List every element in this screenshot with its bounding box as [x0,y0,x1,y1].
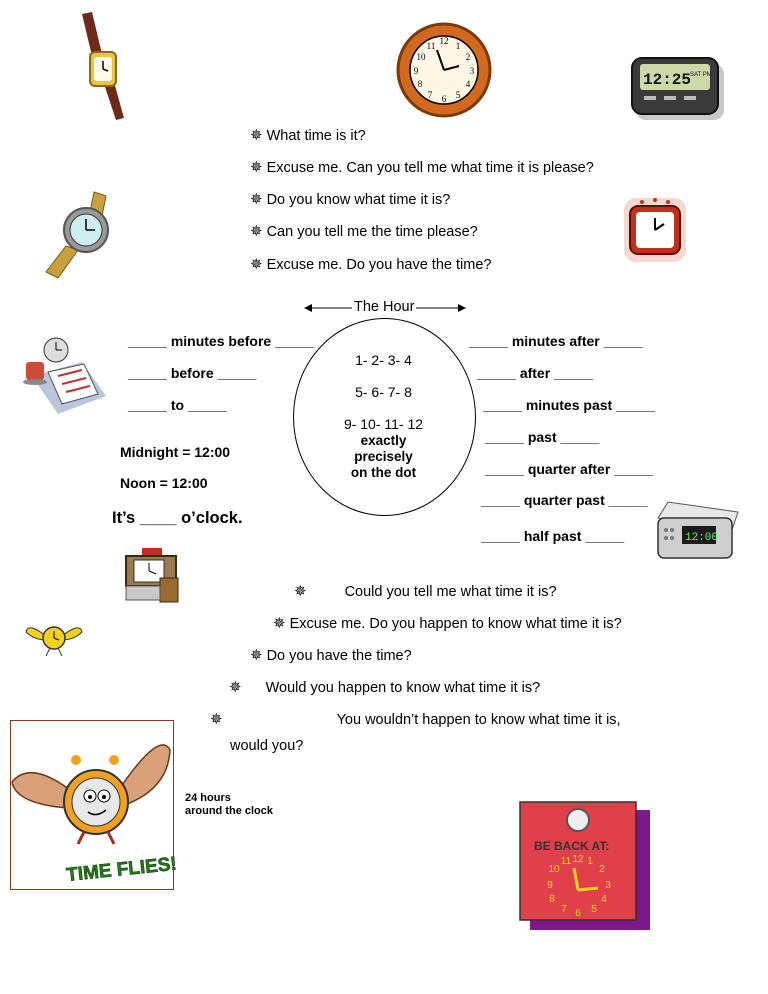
question-8: ✵ Do you have the time? [250,647,412,664]
svg-text:12: 12 [572,854,584,865]
caption-line-2: around the clock [185,805,274,817]
phrase-quarter-past: _____ quarter past _____ [481,492,648,508]
phrase-to: _____ to _____ [128,397,227,413]
punch-clock-icon [124,548,180,602]
red-alarm-clock-icon [622,194,688,264]
phrase-quarter-after: _____ quarter after _____ [485,461,654,477]
be-back-sign-icon [516,798,656,938]
svg-text:2: 2 [465,52,471,62]
bullet-icon: ✵ [294,583,307,600]
svg-text:6: 6 [441,94,447,104]
gold-watch-icon [44,190,114,280]
svg-text:6: 6 [575,908,581,919]
question-1: ✵ What time is it? [250,127,366,144]
wall-clock-icon [396,22,492,118]
phrase-minutes-before: _____ minutes before _____ [128,333,314,349]
digital-clock-badge: SAT PM [690,72,712,78]
digital-clock-display: 12:25 [643,71,692,89]
midnight-label: Midnight = 12:00 [120,444,231,460]
circle-line-3: 9- 10- 11- 12 [343,416,424,432]
svg-text:11: 11 [426,41,436,51]
bullet-icon: ✵ [250,127,263,144]
svg-text:5: 5 [455,90,461,100]
bullet-icon: ✵ [250,223,263,240]
svg-text:11: 11 [560,856,572,867]
svg-text:7: 7 [427,90,433,100]
wristwatch-icon [78,10,128,120]
circle-line-5: precisely [354,449,413,464]
svg-text:9: 9 [413,66,419,76]
bullet-icon: ✵ [210,711,223,728]
svg-text:2: 2 [599,864,605,875]
flying-clock-small-icon [24,618,84,658]
question-9: ✵ Would you happen to know what time it is? [229,679,541,696]
question-4: ✵ Can you tell me the time please? [250,223,478,240]
phrase-before: _____ before _____ [128,365,257,381]
left-arrow-icon [304,302,354,314]
time-flies-icon [10,720,178,890]
sign-text: BE BACK AT: [534,839,610,853]
bullet-icon: ✵ [250,159,263,176]
noon-label: Noon = 12:00 [120,475,208,491]
bullet-icon: ✵ [273,615,286,632]
svg-text:9: 9 [547,880,553,891]
svg-text:7: 7 [561,904,567,915]
phrase-past: _____ past _____ [485,429,600,445]
digital-clock-icon [630,56,726,122]
phrase-half-past: _____ half past _____ [481,528,625,544]
radio-display: 12:00 [685,532,719,544]
hour-header: The Hour [354,299,415,315]
svg-text:10: 10 [416,52,426,62]
phrase-minutes-after: _____ minutes after _____ [469,333,643,349]
right-arrow-icon [416,302,466,314]
svg-text:3: 3 [469,66,475,76]
bullet-icon: ✵ [229,679,242,696]
time-flies-text: TIME FLIES! [65,853,178,887]
question-2: ✵ Excuse me. Can you tell me what time it is please? [250,159,594,176]
svg-text:5: 5 [591,904,597,915]
svg-text:8: 8 [549,894,555,905]
svg-text:3: 3 [605,880,611,891]
question-5: ✵ Excuse me. Do you have the time? [250,256,492,273]
svg-text:1: 1 [587,856,593,867]
circle-line-2: 5- 6- 7- 8 [355,384,412,400]
question-10-cont: would you? [230,738,304,754]
coffee-newspaper-icon [22,336,106,416]
question-10: ✵ You wouldn’t happen to know what time it is, [210,711,621,728]
bullet-icon: ✵ [250,256,263,273]
bullet-icon: ✵ [250,647,263,664]
phrase-minutes-past: _____ minutes past _____ [483,397,655,413]
question-6: ✵ Could you tell me what time it is? [294,583,557,600]
circle-line-1: 1- 2- 3- 4 [355,352,412,368]
question-7: ✵ Excuse me. Do you happen to know what time it is? [273,615,622,632]
svg-text:4: 4 [465,79,471,89]
circle-line-6: on the dot [350,465,417,480]
svg-text:8: 8 [417,79,423,89]
svg-text:1: 1 [455,41,461,51]
clock-radio-icon [654,500,740,562]
caption-line-1: 24 hours [185,792,231,804]
bullet-icon: ✵ [250,191,263,208]
svg-text:12: 12 [439,36,449,46]
phrase-after: _____ after _____ [477,365,593,381]
circle-line-4: exactly [360,433,407,448]
oclock-label: It’s ____ o’clock. [112,509,243,527]
svg-text:10: 10 [548,864,560,875]
question-3: ✵ Do you know what time it is? [250,191,451,208]
svg-text:4: 4 [601,894,607,905]
